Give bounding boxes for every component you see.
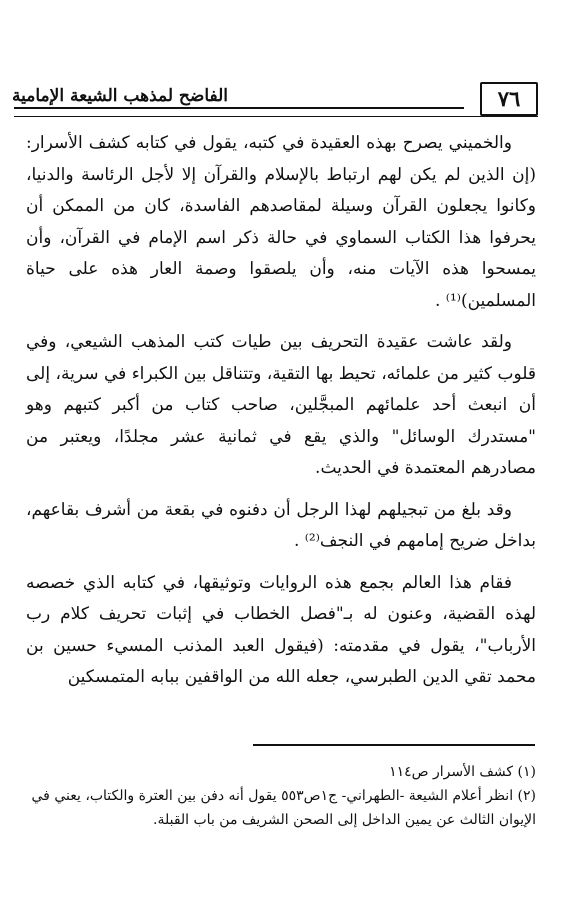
running-title: الفاضح لمذهب الشيعة الإمامية	[12, 86, 229, 106]
body-text	[26, 128, 536, 704]
footnotes	[26, 760, 536, 832]
paragraph: فقام هذا العالم بجمع هذه الروايات وتوثيقها، في كتابه الذي خصصه لهذه القضية، وعنون له بـ"فصل الخطاب في إثبات تحريف كلام رب الأرباب"، يقول في مقدمته: (فيقول العبد المذنب المسيء حسين بن محمد تقي الدين الطبرسي، جعله الله من الواقفين ببابه المتمسكين	[26, 572, 536, 687]
footnote: (٢) انظر أعلام الشيعة -الطهراني- ج١ص٥٥٣ يقول أنه دفن بين العترة والكتاب، يعني في الإيوان الثالث عن يمين الداخل إلى الصحن الشريف من باب القبلة.	[31, 788, 536, 828]
page-number: ٧٦	[480, 82, 538, 116]
paragraph: وقد بلغ من تبجيلهم لهذا الرجل أن دفنوه في بقعة من أشرف بقاعهم، بداخل ضريح إمامهم في النجف⁽²⁾ .	[26, 499, 536, 551]
page-header	[14, 82, 538, 118]
header-rule-bottom	[14, 116, 538, 117]
paragraph: والخميني يصرح بهذه العقيدة في كتبه، يقول في كتابه كشف الأسرار: (إن الذين لم يكن لهم ارتباط بالإسلام والقرآن إلا لأجل الرئاسة والدنيا، وكانوا يجعلون القرآن وسيلة لمقاصدهم الفاسدة، كان من الممكن أن يحرفوا هذا الكتاب السماوي في حالة ذكر اسم الإمام في القرآن، وأن يمسحوا هذه الآيات منه، وأن يلصقوا وصمة العار هذه على حياة المسلمين)⁽¹⁾ .	[26, 133, 536, 311]
paragraph: ولقد عاشت عقيدة التحريف بين طيات كتب المذهب الشيعي، وفي قلوب كثير من علمائه، تحيط بها التقية، وتتناقل بين الكبراء في سرية، إلى أن انبعث أحد علمائهم المبجَّلين، صاحب كتاب من أكبر كتبهم وهو "مستدرك الوسائل" والذي يقع في ثمانية عشر مجلدًا، ويعتبر من مصادرهم المعتمدة في الحديث.	[26, 332, 536, 478]
footnote-separator	[253, 744, 535, 746]
footnote: (١) كشف الأسرار ص١١٤	[389, 764, 536, 780]
header-rule	[14, 107, 464, 109]
